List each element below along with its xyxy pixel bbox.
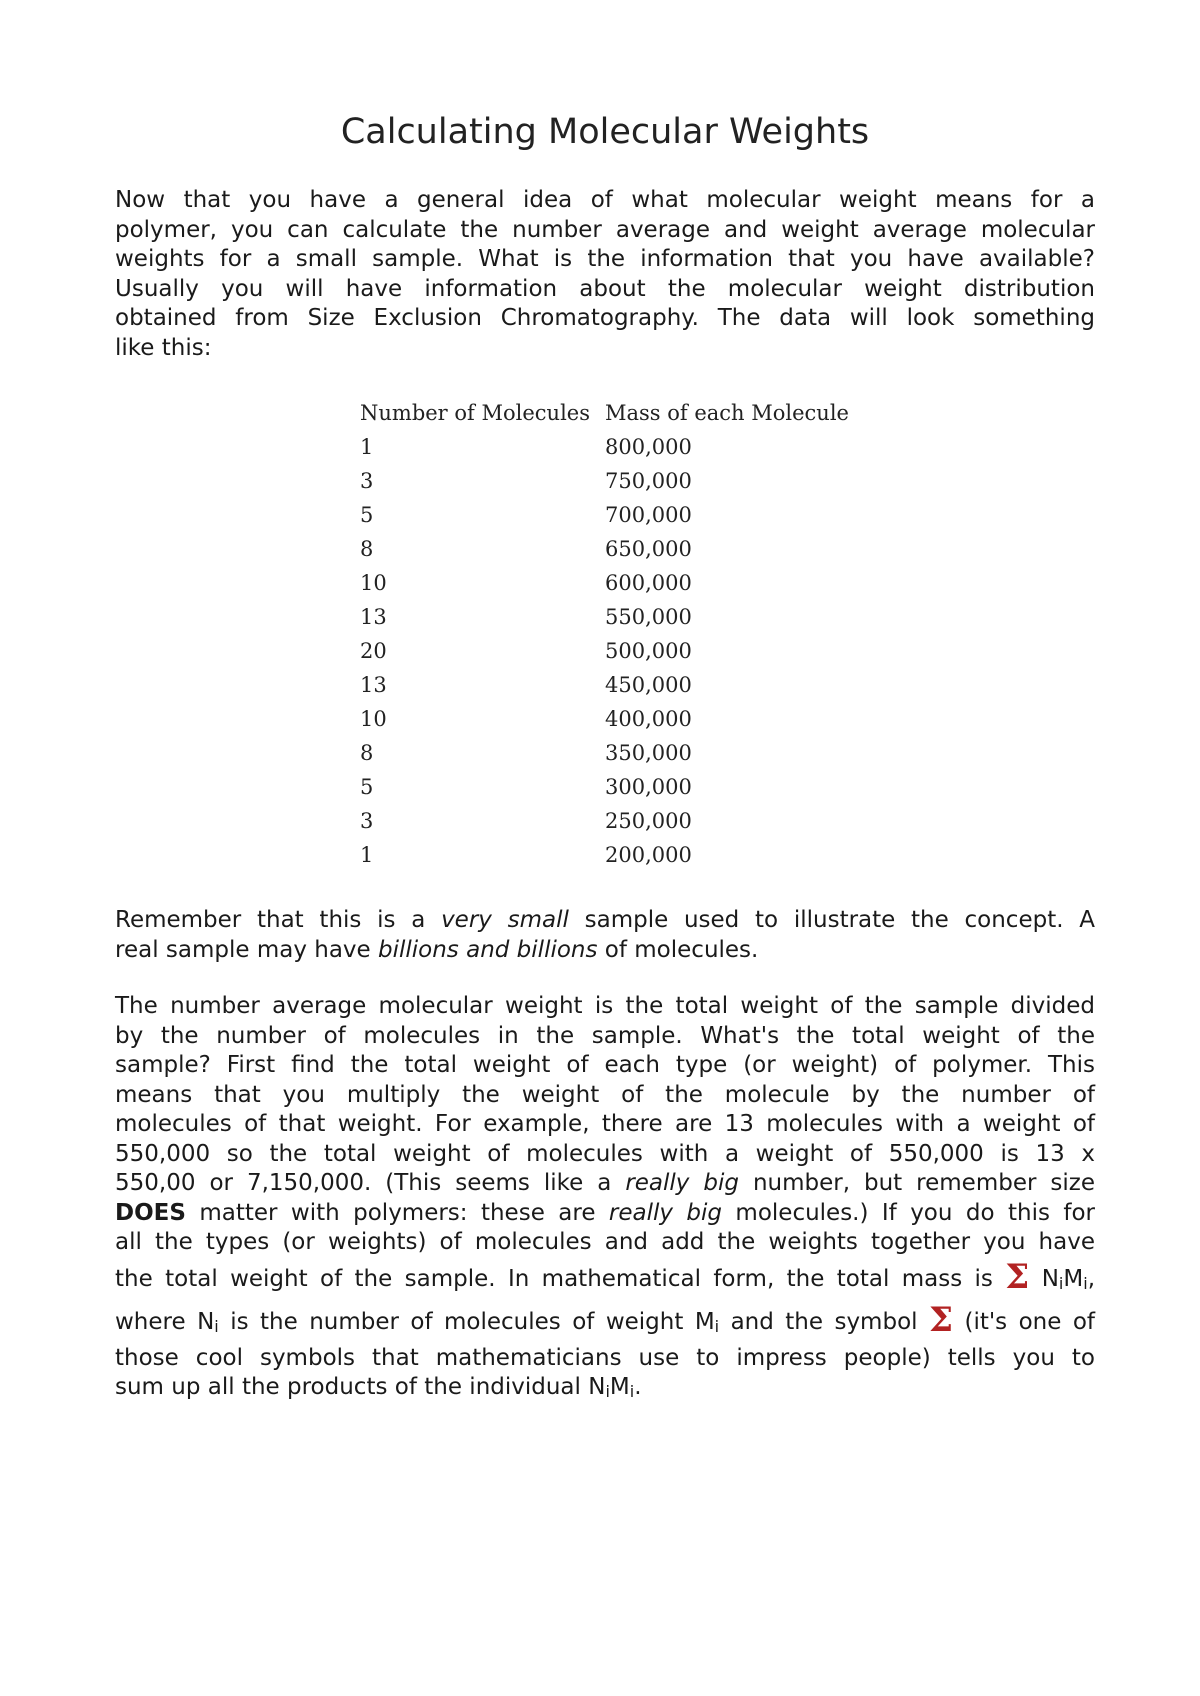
- body-text: is the number of molecules of weight M: [218, 1308, 715, 1335]
- table-row: [360, 736, 885, 770]
- number-cell: 8: [360, 741, 374, 765]
- mass-cell: 400,000: [605, 707, 692, 731]
- remember-line: [115, 936, 1095, 966]
- body-line: [115, 1199, 1095, 1229]
- body-text: and the symbol: [719, 1308, 929, 1335]
- body-text: M: [609, 1374, 630, 1400]
- number-cell: 1: [360, 843, 374, 867]
- body-text: the total weight of the sample. In mathematical form, the total mass is: [115, 1265, 1006, 1292]
- remember-text: Remember that this is a: [115, 907, 442, 933]
- subscript: i: [214, 1316, 219, 1336]
- table-row: [360, 838, 885, 872]
- table-row: [360, 600, 885, 634]
- body-line: sample? First find the total weight of each type (or weight) of polymer. This: [115, 1052, 1095, 1078]
- number-cell: 1: [360, 435, 374, 459]
- body-text: number, but remember size: [738, 1170, 1095, 1196]
- body-line: [115, 1373, 1095, 1403]
- intro-paragraph: [115, 186, 1095, 363]
- subscript: i: [605, 1382, 610, 1401]
- emphasis-does: DOES: [115, 1199, 186, 1226]
- mass-cell: 650,000: [605, 537, 692, 561]
- body-text: sum up all the products of the individual N: [115, 1374, 606, 1400]
- remember-text: real sample may have: [115, 936, 378, 963]
- body-text: .: [634, 1374, 642, 1400]
- mass-cell: 300,000: [605, 775, 692, 799]
- number-cell: 3: [360, 469, 374, 493]
- subscript: i: [1058, 1273, 1064, 1293]
- body-line: The number average molecular weight is the total weight of the sample divided: [115, 993, 1095, 1019]
- table-header-row: [360, 396, 885, 430]
- body-text: matter with polymers: these are: [185, 1199, 609, 1226]
- number-cell: 13: [360, 673, 387, 697]
- header-mass-of-each-molecule: Mass of each Molecule: [605, 401, 849, 425]
- page-title: Calculating Molecular Weights: [340, 112, 870, 152]
- table-row: [360, 668, 885, 702]
- intro-line: Now that you have a general idea of what molecular weight means for a: [115, 187, 1095, 213]
- table-row: [360, 770, 885, 804]
- emphasis-really-big: really big: [608, 1199, 722, 1226]
- intro-line: like this:: [115, 334, 212, 361]
- mass-cell: 550,000: [605, 605, 692, 629]
- body-line: [115, 1258, 1095, 1301]
- mass-cell: 800,000: [605, 435, 692, 459]
- intro-line: weights for a small sample. What is the information that you have available?: [115, 246, 1095, 272]
- mass-cell: 450,000: [605, 673, 692, 697]
- table-row: [360, 566, 885, 600]
- remember-paragraph: [115, 906, 1095, 965]
- number-cell: 3: [360, 809, 374, 833]
- body-line: all the types (or weights) of molecules and add the weights together you have: [115, 1229, 1095, 1255]
- emphasis-very-small: very small: [441, 907, 569, 933]
- body-line: those cool symbols that mathematicians use to impress people) tells you to: [115, 1344, 1095, 1371]
- body-line: [115, 1301, 1095, 1344]
- number-cell: 5: [360, 503, 374, 527]
- mass-cell: 250,000: [605, 809, 692, 833]
- subscript: i: [629, 1382, 635, 1401]
- emphasis-billions: billions and billions: [378, 936, 598, 963]
- body-line: molecules of that weight. For example, there are 13 molecules with a weight of: [115, 1111, 1095, 1137]
- number-cell: 5: [360, 775, 374, 799]
- body-text: M: [1063, 1265, 1084, 1292]
- body-text: N: [1029, 1265, 1059, 1292]
- table-row: [360, 430, 885, 464]
- number-cell: 10: [360, 571, 387, 595]
- mass-cell: 700,000: [605, 503, 692, 527]
- subscript: i: [1083, 1273, 1088, 1293]
- mass-cell: 350,000: [605, 741, 692, 765]
- emphasis-really-big: really big: [625, 1170, 739, 1196]
- subscript: i: [714, 1316, 720, 1336]
- remember-text: sample used to illustrate the concept. A: [568, 907, 1095, 933]
- body-line: 550,000 so the total weight of molecules with a weight of 550,000 is 13 x: [115, 1140, 1095, 1167]
- remember-line: [115, 906, 1095, 936]
- intro-line: obtained from Size Exclusion Chromatography. The data will look something: [115, 305, 1095, 331]
- table-row: [360, 634, 885, 668]
- body-text: ,: [1087, 1265, 1095, 1292]
- table-row: [360, 498, 885, 532]
- mass-cell: 200,000: [605, 843, 692, 867]
- sigma-icon: Σ: [1005, 1256, 1030, 1297]
- intro-line: polymer, you can calculate the number average and weight average molecular: [115, 216, 1095, 243]
- body-text: where N: [115, 1308, 215, 1335]
- table-row: [360, 464, 885, 498]
- number-cell: 10: [360, 707, 387, 731]
- body-line: by the number of molecules in the sample. What's the total weight of the: [115, 1022, 1095, 1049]
- body-paragraph: [115, 992, 1095, 1403]
- number-cell: 20: [360, 639, 387, 663]
- body-line: means that you multiply the weight of the molecule by the number of: [115, 1081, 1095, 1108]
- header-number-of-molecules: Number of Molecules: [360, 401, 590, 425]
- body-text: 550,00 or 7,150,000. (This seems like a: [115, 1170, 626, 1196]
- body-text: (it's one of: [953, 1308, 1096, 1335]
- body-line: [115, 1169, 1095, 1199]
- table-row: [360, 702, 885, 736]
- mass-cell: 600,000: [605, 571, 692, 595]
- intro-line: Usually you will have information about the molecular weight distribution: [115, 275, 1095, 302]
- molecule-table: [360, 396, 885, 872]
- sigma-icon: Σ: [928, 1299, 954, 1340]
- table-row: [360, 532, 885, 566]
- remember-text: of molecules.: [597, 936, 759, 963]
- mass-cell: 750,000: [605, 469, 692, 493]
- body-text: molecules.) If you do this for: [722, 1199, 1095, 1226]
- mass-cell: 500,000: [605, 639, 692, 663]
- number-cell: 8: [360, 537, 374, 561]
- number-cell: 13: [360, 605, 387, 629]
- table-row: [360, 804, 885, 838]
